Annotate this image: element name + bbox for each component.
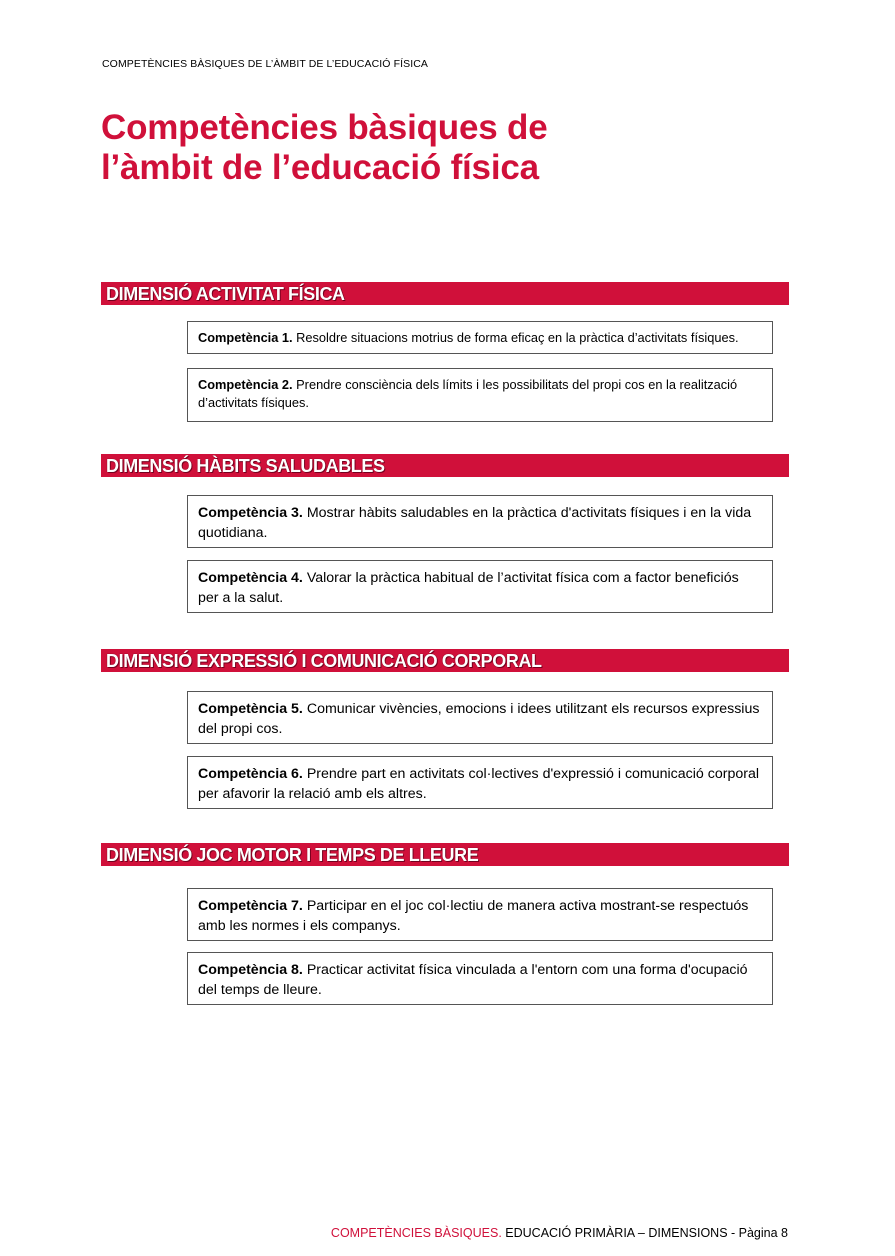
page-title	[101, 108, 547, 188]
competency-box-4	[187, 560, 773, 613]
competency-label: Competència 8.	[198, 962, 303, 978]
competency-box-5	[187, 691, 773, 744]
competency-text: Prendre part en activitats col·lectives d'expressió i comunicació corporal per afavorir la relació amb els altres.	[198, 766, 759, 802]
dimension-heading: DIMENSIÓ HÀBITS SALUDABLES	[101, 454, 789, 477]
running-header: COMPETÈNCIES BÀSIQUES DE L’ÀMBIT DE L’EDUCACIÓ FÍSICA	[102, 58, 429, 70]
competency-text: Practicar activitat física vinculada a l'entorn com una forma d'ocupació del temps de lleure.	[198, 962, 748, 998]
competency-text: Resoldre situacions motrius de forma eficaç en la pràctica d’activitats físiques.	[292, 330, 739, 345]
footer-text: EDUCACIÓ PRIMÀRIA – DIMENSIONS - Pàgina 8	[501, 1226, 788, 1240]
competency-box-6	[187, 756, 773, 809]
dimension-heading: DIMENSIÓ ACTIVITAT FÍSICA	[101, 282, 789, 305]
dimension-heading: DIMENSIÓ EXPRESSIÓ I COMUNICACIÓ CORPORAL	[101, 649, 789, 672]
dimension-habits-saludables	[101, 454, 789, 606]
competency-text: Mostrar hàbits saludables en la pràctica d'activitats físiques i en la vida quotidiana.	[198, 505, 752, 541]
competency-text: Comunicar vivències, emocions i idees utilitzant els recursos expressius del propi cos.	[198, 701, 760, 737]
competency-label: Competència 4.	[198, 570, 303, 586]
competency-box-2	[187, 368, 773, 422]
competency-label: Competència 6.	[198, 766, 303, 782]
competency-box-1	[187, 321, 773, 354]
competency-text: Participar en el joc col·lectiu de manera activa mostrant-se respectuós amb les normes i els companys.	[198, 898, 749, 934]
competency-label: Competència 1.	[198, 330, 293, 345]
dimension-heading: DIMENSIÓ JOC MOTOR I TEMPS DE LLEURE	[101, 843, 789, 866]
competency-text: Valorar la pràctica habitual de l’activitat física com a factor beneficiós per a la salut.	[198, 570, 739, 606]
competency-box-7	[187, 888, 773, 941]
page-title-line-1: Competències bàsiques de	[101, 108, 548, 147]
dimension-activitat-fisica	[101, 282, 789, 410]
competency-label: Competència 2.	[198, 377, 293, 392]
dimension-joc-motor	[101, 843, 789, 998]
competency-box-3	[187, 495, 773, 548]
page-title-line-2: l’àmbit de l’educació física	[101, 148, 539, 187]
competency-label: Competència 5.	[198, 701, 303, 717]
competency-box-8	[187, 952, 773, 1005]
footer-highlight: COMPETÈNCIES BÀSIQUES.	[330, 1226, 502, 1240]
page-footer	[331, 1226, 788, 1240]
competency-text: Prendre consciència dels límits i les possibilitats del propi cos en la realització d’activitats físiques.	[198, 377, 738, 410]
competency-label: Competència 7.	[198, 898, 303, 914]
dimension-expressio-comunicacio	[101, 649, 789, 802]
competency-label: Competència 3.	[198, 505, 303, 521]
